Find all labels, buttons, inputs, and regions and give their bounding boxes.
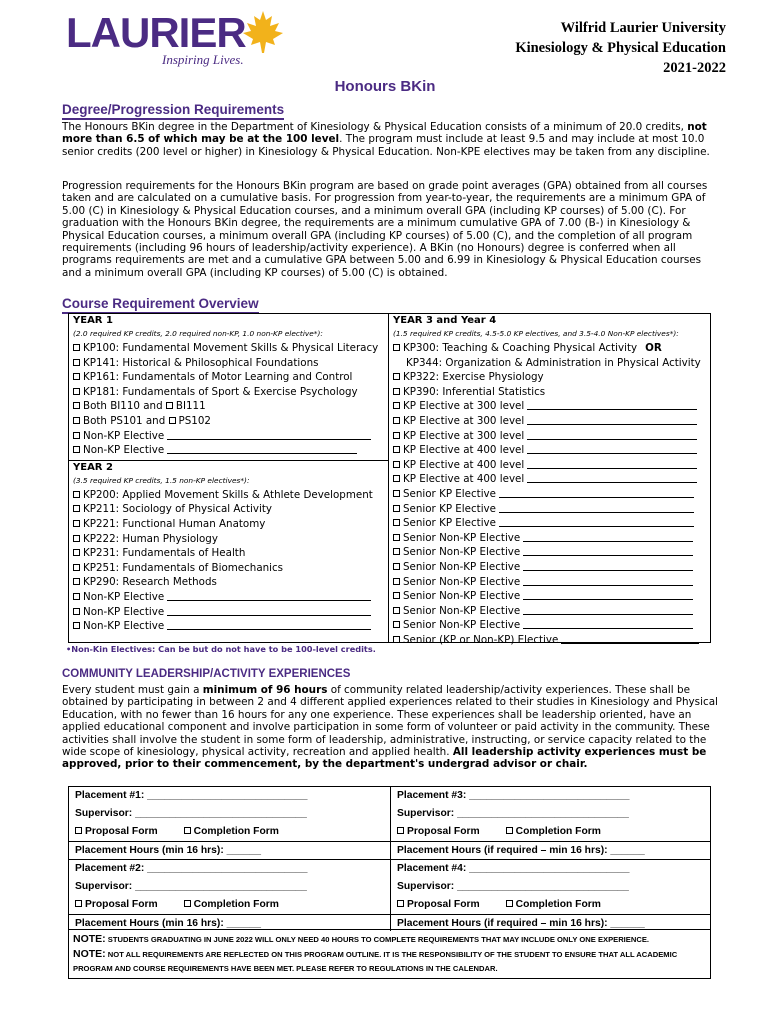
placement-cell xyxy=(69,787,390,859)
elective-item[interactable]: Senior Non-KP Elective xyxy=(389,560,710,575)
write-in-line[interactable] xyxy=(523,561,693,571)
write-in-line[interactable] xyxy=(527,473,697,483)
elective-item[interactable]: KP Elective at 400 level xyxy=(389,458,710,473)
write-in-line[interactable] xyxy=(523,590,693,600)
elective-item[interactable]: KP Elective at 300 level xyxy=(389,429,710,444)
placement-field[interactable]: Placement #4: ____________________________ xyxy=(397,863,630,874)
write-in-line[interactable] xyxy=(499,503,694,513)
year34-subtitle: (1.5 required KP credits, 4.5-5.0 KP electives, and 3.5-4.0 Non-KP electives*): xyxy=(393,329,679,338)
placement-cell xyxy=(390,787,711,859)
checkbox[interactable] xyxy=(393,592,400,599)
degree-paragraph-1: The Honours BKin degree in the Department of Kinesiology & Physical Education consists of a minimum of 20.0 credits, not more than 6.5 of which may be at the 100 level. The program must include at least 9.5 and may include at most 10.0 senior credits (200 level or higher) in Kinesiology & Physical Education. Non-KPE electives may be taken from any discipline. xyxy=(62,121,710,158)
community-heading: COMMUNITY LEADERSHIP/ACTIVITY EXPERIENCES xyxy=(62,668,351,680)
maple-leaf-icon xyxy=(242,10,284,54)
year2-title: YEAR 2 xyxy=(73,461,113,473)
write-in-line[interactable] xyxy=(523,546,693,556)
course-item[interactable]: KP161: Fundamentals of Motor Learning and Control xyxy=(69,370,388,385)
checkbox[interactable] xyxy=(73,505,80,512)
course-item[interactable]: KP390: Inferential Statistics xyxy=(389,385,710,400)
checkbox[interactable] xyxy=(393,432,400,439)
hours-field[interactable]: Placement Hours (if required – min 16 hrs): ______ xyxy=(391,914,711,932)
checkbox[interactable] xyxy=(393,446,400,453)
write-in-line[interactable] xyxy=(167,606,371,616)
checkbox[interactable] xyxy=(393,636,400,643)
supervisor-field[interactable]: Supervisor: ______________________________ xyxy=(75,881,307,892)
form-checkboxes: Proposal Form Completion Form xyxy=(69,896,390,914)
elective-item[interactable]: Senior Non-KP Elective xyxy=(389,604,710,619)
supervisor-field[interactable]: Supervisor: ______________________________ xyxy=(75,808,307,819)
year2-subtitle: (3.5 required KP credits, 1.5 non-KP electives*): xyxy=(73,475,250,485)
checkbox[interactable] xyxy=(393,563,400,570)
write-in-line[interactable] xyxy=(167,430,371,440)
degree-paragraph-2: Progression requirements for the Honours BKin program are based on grade point averages (GPA) obtained from all courses taken and are calculated on a cumulative basis. For progression from year-to-year, the requirements are a minimum GPA of 5.00 (C) in Kinesiology & Physical Education courses, and a minimum overall GPA (including KP courses) of 5.00 (C). For graduation with the Honours BKin degree, the requirements are a minimum cumulative GPA of 7.00 (B-) in Kinesiology & Physical Education courses, a minimum overall GPA (including KP courses) of 5.00 (C), and the completion of all program requirements (including 96 hours of leadership/activity experience). A BKin (no Honours) degree is conferred when all programs requirements are met and a cumulative GPA between 5.00 and 6.99 in Kinesiology & Physical Education courses and a minimum overall GPA (including KP courses) of 5.00 (C) is obtained. xyxy=(62,180,708,279)
degree-heading: Degree/Progression Requirements xyxy=(62,102,284,120)
proposal-checkbox[interactable] xyxy=(75,827,82,834)
placement-field[interactable]: Placement #3: ____________________________ xyxy=(397,790,630,801)
checkbox[interactable] xyxy=(393,388,400,395)
elective-item[interactable]: Senior Non-KP Elective xyxy=(389,575,710,590)
hours-field[interactable]: Placement Hours (min 16 hrs): ______ xyxy=(69,841,390,859)
write-in-line[interactable] xyxy=(167,444,357,454)
checkbox[interactable] xyxy=(393,373,400,380)
write-in-line[interactable] xyxy=(167,620,371,630)
note-1: NOTE: STUDENTS GRADUATING IN JUNE 2022 WILL ONLY NEED 40 HOURS TO COMPLETE REQUIREMENTS THAT MAY INCLUDE ONLY ONE EXPERIENCE. xyxy=(73,933,650,945)
department-name: Kinesiology & Physical Education xyxy=(515,40,726,56)
year1-title: YEAR 1 xyxy=(73,315,113,326)
checkbox[interactable] xyxy=(73,520,80,527)
write-in-line[interactable] xyxy=(523,532,693,542)
elective-item[interactable]: Senior (KP or Non-KP) Elective xyxy=(389,633,710,648)
elective-item[interactable]: Non-KP Elective xyxy=(69,619,388,634)
checkbox[interactable] xyxy=(73,446,80,453)
page-title: Honours BKin xyxy=(334,78,436,95)
course-item[interactable]: KP251: Fundamentals of Biomechanics xyxy=(69,561,388,576)
placement-grid xyxy=(68,786,711,930)
checkbox[interactable] xyxy=(73,344,80,351)
proposal-checkbox[interactable] xyxy=(397,900,404,907)
checkbox[interactable] xyxy=(393,578,400,585)
checkbox[interactable] xyxy=(73,622,80,629)
write-in-line[interactable] xyxy=(527,400,697,410)
completion-checkbox[interactable] xyxy=(184,900,191,907)
supervisor-field[interactable]: Supervisor: ______________________________ xyxy=(397,808,629,819)
checkbox[interactable] xyxy=(73,432,80,439)
year34-title: YEAR 3 and Year 4 xyxy=(393,315,497,326)
elective-item[interactable]: Senior KP Elective xyxy=(389,516,710,531)
university-name: Wilfrid Laurier University xyxy=(560,20,726,36)
hours-field[interactable]: Placement Hours (if required – min 16 hrs): ______ xyxy=(391,841,711,859)
checkbox[interactable] xyxy=(393,475,400,482)
notes-block xyxy=(68,930,711,979)
supervisor-field[interactable]: Supervisor: ______________________________ xyxy=(397,881,629,892)
placement-field[interactable]: Placement #1: ____________________________ xyxy=(75,790,308,801)
write-in-line[interactable] xyxy=(523,619,693,629)
write-in-line[interactable] xyxy=(527,415,697,425)
academic-year: 2021-2022 xyxy=(663,60,726,76)
checkbox[interactable] xyxy=(393,534,400,541)
write-in-line[interactable] xyxy=(527,444,697,454)
write-in-line[interactable] xyxy=(499,488,694,498)
write-in-line[interactable] xyxy=(527,430,697,440)
checkbox[interactable] xyxy=(73,373,80,380)
checkbox[interactable] xyxy=(73,359,80,366)
kp-elective-list xyxy=(389,399,710,647)
form-checkboxes: Proposal Form Completion Form xyxy=(69,823,390,841)
non-kin-electives-note: •Non-Kin Electives: Can be but do not have to be 100-level credits. xyxy=(66,644,376,654)
course-item[interactable]: KP322: Exercise Physiology xyxy=(389,370,710,385)
checkbox[interactable] xyxy=(73,388,80,395)
elective-item[interactable]: KP Elective at 400 level xyxy=(389,443,710,458)
checkbox[interactable] xyxy=(393,621,400,628)
year1-subtitle: (2.0 required KP credits, 2.0 required non-KP, 1.0 non-KP elective*): xyxy=(73,329,323,338)
completion-checkbox[interactable] xyxy=(506,827,513,834)
checkbox[interactable] xyxy=(393,548,400,555)
checkbox[interactable] xyxy=(73,417,80,424)
form-checkboxes: Proposal Form Completion Form xyxy=(391,896,711,914)
course-overview-heading: Course Requirement Overview xyxy=(62,296,259,314)
course-item[interactable]: KP222: Human Physiology xyxy=(69,532,388,547)
elective-item[interactable]: Senior KP Elective xyxy=(389,502,710,517)
elective-item[interactable]: Senior Non-KP Elective xyxy=(389,618,710,633)
laurier-logo xyxy=(66,10,286,70)
community-paragraph: Every student must gain a minimum of 96 hours of community related leadership/activity experiences. These shall be obtained by participating in between 2 and 4 different applied experiences related to their studies in Kinesiology and Physical Education, with no fewer than 16 hours for any one experience. These experiences shall be leadership oriented, have an applied educational component and involve participation in some form of volunteer or paid activity in the community. These activities shall involve the student in some form of leadership, administrative, instructing, or service capacity related to the wide scope of kinesiology, physical activity, recreation and applied health. All leadership activity experiences must be approved, prior to their commencement, by the department's undergrad advisor or chair. xyxy=(62,684,718,771)
checkbox[interactable] xyxy=(393,344,400,351)
elective-item[interactable]: Non-KP Elective xyxy=(69,443,388,458)
elective-item[interactable]: Senior KP Elective xyxy=(389,487,710,502)
proposal-checkbox[interactable] xyxy=(397,827,404,834)
form-checkboxes: Proposal Form Completion Form xyxy=(391,823,711,841)
course-item[interactable]: KP290: Research Methods xyxy=(69,575,388,590)
logo-tagline: Inspiring Lives. xyxy=(162,52,244,67)
placement-field[interactable]: Placement #2: ____________________________ xyxy=(75,863,308,874)
checkbox[interactable] xyxy=(73,564,80,571)
course-item[interactable]: KP141: Historical & Philosophical Foundations xyxy=(69,356,388,371)
write-in-line[interactable] xyxy=(527,459,697,469)
checkbox[interactable] xyxy=(73,608,80,615)
checkbox[interactable] xyxy=(73,491,80,498)
year3-year4-column xyxy=(389,314,710,646)
checkbox[interactable] xyxy=(73,593,80,600)
checkbox[interactable] xyxy=(73,549,80,556)
course-item-alternative: KP344: Organization & Administration in Physical Activity xyxy=(406,356,701,369)
write-in-line[interactable] xyxy=(561,634,699,644)
elective-item[interactable]: KP Elective at 300 level xyxy=(389,399,710,414)
logo-wordmark: LAURIER xyxy=(66,9,246,56)
course-item[interactable]: Both BI110 and BI111 xyxy=(69,399,388,414)
checkbox[interactable] xyxy=(393,461,400,468)
proposal-checkbox[interactable] xyxy=(75,900,82,907)
hours-field[interactable]: Placement Hours (min 16 hrs): ______ xyxy=(69,914,390,932)
note-2: NOTE: NOT ALL REQUIREMENTS ARE REFLECTED ON THIS PROGRAM OUTLINE. IT IS THE RESPONSIBILITY OF THE STUDENT TO ENSURE THAT ALL ACADEMIC PROGRAM AND COURSE REQUIREMENTS HAVE BEEN MET. PLEASE REFER TO REGULATIONS IN THE CALENDAR. xyxy=(73,948,678,973)
write-in-line[interactable] xyxy=(523,605,693,615)
year1-year2-column xyxy=(69,314,389,642)
course-item[interactable]: KP231: Fundamentals of Health xyxy=(69,546,388,561)
checkbox[interactable] xyxy=(169,417,176,424)
course-item[interactable]: KP300: Teaching & Coaching Physical Activity OR xyxy=(389,341,710,356)
write-in-line[interactable] xyxy=(167,591,371,601)
placement-cell xyxy=(390,859,711,931)
elective-item[interactable]: Non-KP Elective xyxy=(69,605,388,620)
checkbox[interactable] xyxy=(73,535,80,542)
checkbox[interactable] xyxy=(73,578,80,585)
placement-cell xyxy=(69,859,390,931)
course-item[interactable]: KP211: Sociology of Physical Activity xyxy=(69,502,388,517)
elective-item[interactable]: Senior Non-KP Elective xyxy=(389,531,710,546)
completion-checkbox[interactable] xyxy=(506,900,513,907)
checkbox[interactable] xyxy=(393,519,400,526)
write-in-line[interactable] xyxy=(499,517,694,527)
university-block xyxy=(515,18,726,78)
checkbox[interactable] xyxy=(393,490,400,497)
course-item[interactable]: Both PS101 and PS102 xyxy=(69,414,388,429)
elective-item[interactable]: KP Elective at 300 level xyxy=(389,414,710,429)
or-label: OR xyxy=(645,342,662,354)
checkbox[interactable] xyxy=(393,402,400,409)
checkbox[interactable] xyxy=(393,505,400,512)
elective-item[interactable]: Non-KP Elective xyxy=(69,429,388,444)
course-item[interactable]: KP100: Fundamental Movement Skills & Physical Literacy xyxy=(69,341,388,356)
checkbox[interactable] xyxy=(73,402,80,409)
write-in-line[interactable] xyxy=(523,576,693,586)
page-header xyxy=(0,0,770,80)
elective-item[interactable]: KP Elective at 400 level xyxy=(389,472,710,487)
checkbox[interactable] xyxy=(393,607,400,614)
elective-item[interactable]: Senior Non-KP Elective xyxy=(389,589,710,604)
course-item[interactable]: KP221: Functional Human Anatomy xyxy=(69,517,388,532)
elective-item[interactable]: Non-KP Elective xyxy=(69,590,388,605)
checkbox[interactable] xyxy=(166,402,173,409)
course-item[interactable]: KP200: Applied Movement Skills & Athlete Development xyxy=(69,488,388,503)
course-item[interactable]: KP181: Fundamentals of Sport & Exercise Psychology xyxy=(69,385,388,400)
course-requirement-table xyxy=(68,313,711,646)
checkbox[interactable] xyxy=(393,417,400,424)
completion-checkbox[interactable] xyxy=(184,827,191,834)
elective-item[interactable]: Senior Non-KP Elective xyxy=(389,545,710,560)
